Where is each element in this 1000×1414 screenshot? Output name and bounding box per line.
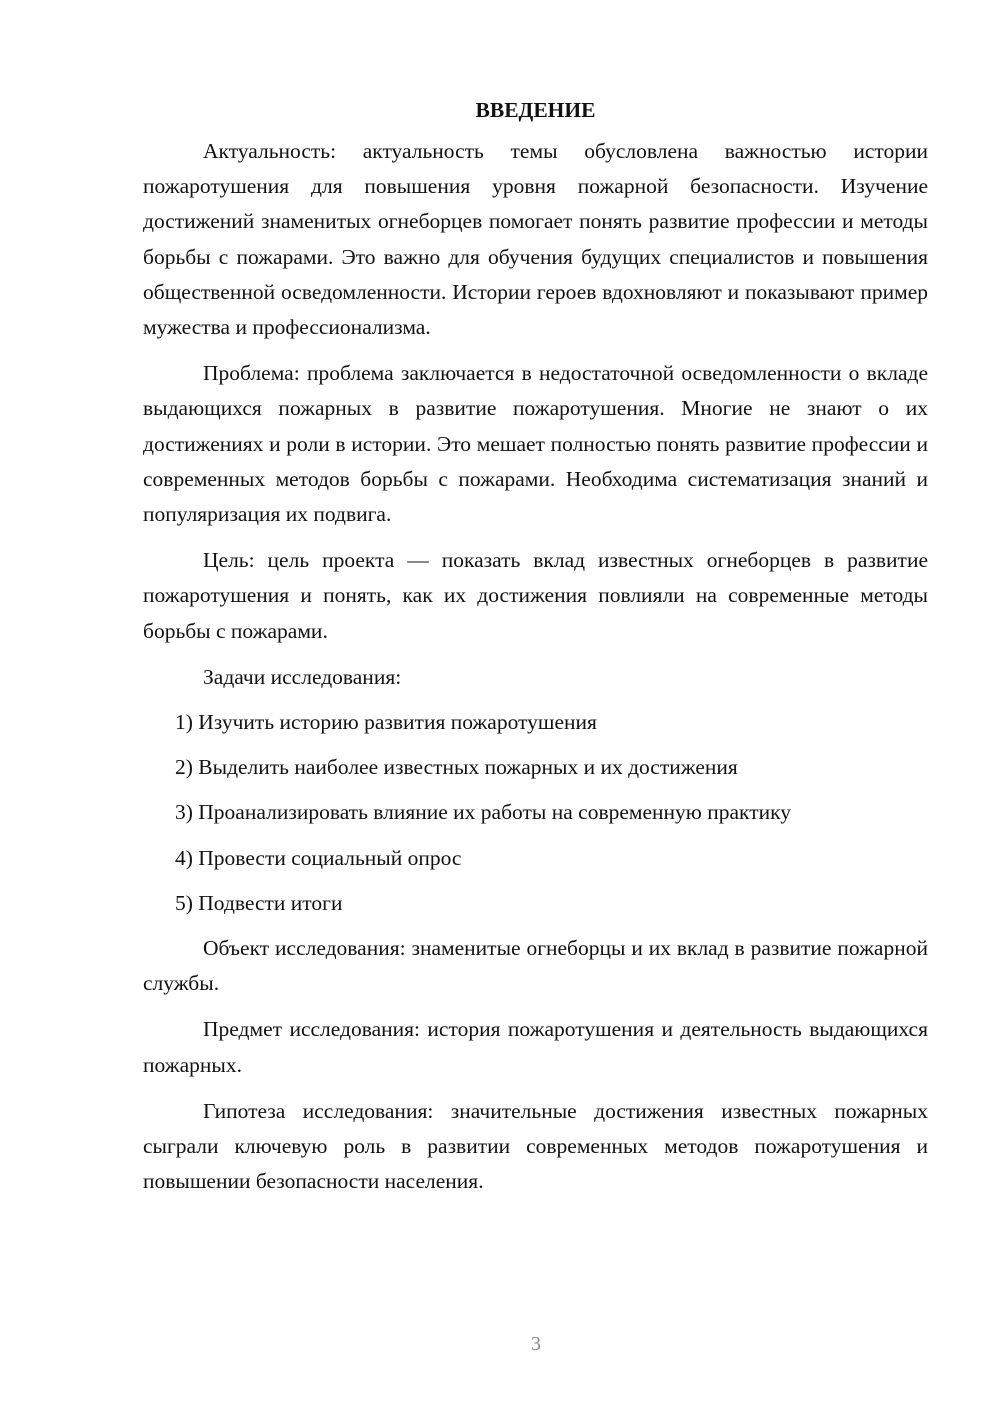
tasks-heading: Задачи исследования: <box>203 664 402 689</box>
object-paragraph: Объект исследования: знаменитые огнеборцы и их вклад в развитие пожарной службы. <box>143 936 928 996</box>
subject-paragraph: Предмет исследования: история пожаротушения и деятельность выдающихся пожарных. <box>143 1017 928 1077</box>
task-item: 1) Изучить историю развития пожаротушения <box>175 710 597 735</box>
goal-paragraph: Цель: цель проекта — показать вклад известных огнеборцев в развитие пожаротушения и понять, как их достижения повлияли на современные методы борьбы с пожарами. <box>143 548 928 643</box>
task-item: 5) Подвести итоги <box>175 890 343 915</box>
hypothesis-paragraph: Гипотеза исследования: значительные достижения известных пожарных сыграли ключевую роль в развитии современных методов пожаротушения и повышении безопасности населения. <box>143 1098 928 1194</box>
task-list <box>143 705 928 921</box>
task-item: 4) Провести социальный опрос <box>175 845 462 870</box>
task-item: 3) Проанализировать влияние их работы на современную практику <box>175 800 791 825</box>
page-content <box>143 96 928 1210</box>
page-number: 3 <box>531 1333 541 1355</box>
page-title: ВВЕДЕНИЕ <box>475 98 596 122</box>
task-item: 2) Выделить наиболее известных пожарных и их достижения <box>175 755 738 780</box>
relevance-paragraph: Актуальность: актуальность темы обусловлена важностью истории пожаротушения для повышения уровня пожарной безопасности. Изучение достижений знаменитых огнеборцев помогает понять развитие профессии и методы борьбы с пожарами. Это важно для обучения будущих специалистов и повышения общественной осведомленности. Истории героев вдохновляют и показывают пример мужества и профессионализма. <box>143 139 928 340</box>
problem-paragraph: Проблема: проблема заключается в недостаточной осведомленности о вкладе выдающихся пожарных в развитие пожаротушения. Многие не знают о их достижениях и роли в истории. Это мешает полностью понять развитие профессии и современных методов борьбы с пожарами. Необходима систематизация знаний и популяризация их подвига. <box>143 361 928 527</box>
